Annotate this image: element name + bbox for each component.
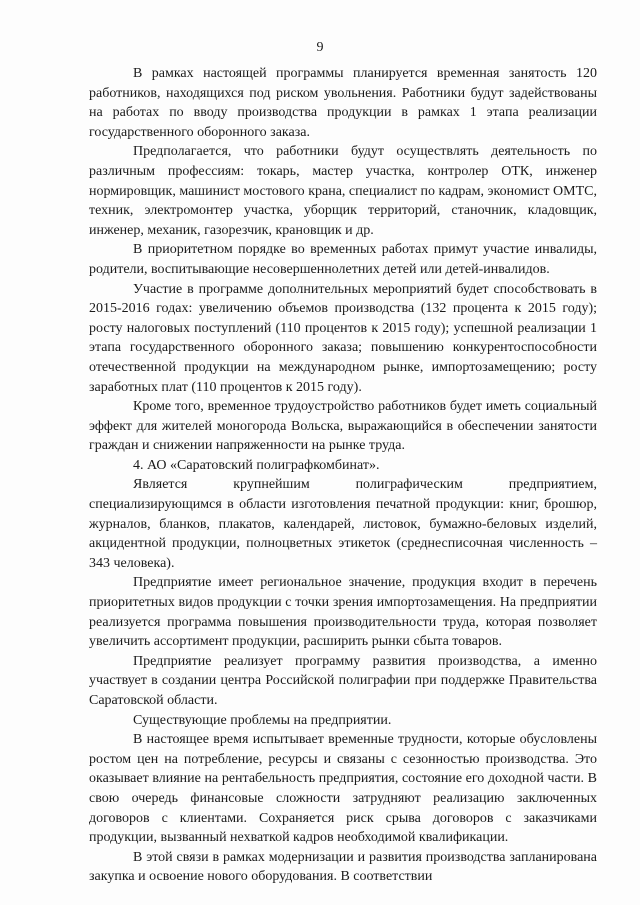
document-body xyxy=(89,64,597,887)
section-heading-poligrafkombinat: 4. АО «Саратовский полиграфкомбинат». xyxy=(133,457,380,473)
paragraph-problems-heading: Существующие проблемы на предприятии. xyxy=(133,712,392,728)
paragraph-difficulties: В настоящее время испытывает временные трудности, которые обусловлены ростом цен на потребление, ресурсы и связаны с сезонностью производства. Это оказывает влияние на рентабельность предприятия, состояние его доходной части. В свою очередь финансовые сложности затрудняют реализацию заключенных договоров с клиентами. Сохраняется риск срыва договоров с заказчиками продукции, вызванный нехваткой кадров необходимой квалификации. xyxy=(89,732,597,846)
paragraph-regional-significance: Предприятие имеет региональное значение, продукция входит в перечень приоритетных видов продукции с точки зрения импортозамещения. На предприятии реализуется программа повышения производительности труда, которая позволяет увеличить ассортимент продукции, расширить рынки сбыта товаров. xyxy=(89,575,597,650)
page-number: 9 xyxy=(316,40,324,55)
paragraph-social-effect: Кроме того, временное трудоустройство работников будет иметь социальный эффект для жителей моногорода Вольска, выражающийся в обеспечении занятости граждан и снижении напряженности на рынке труда. xyxy=(89,399,597,454)
paragraph-modernization: В этой связи в рамках модернизации и развития производства запланирована закупка и освоение нового оборудования. В соответствии xyxy=(89,849,597,885)
paragraph-program-effects: Участие в программе дополнительных мероприятий будет способствовать в 2015-2016 годах: увеличению объемов производства (132 процента к 2015 году); росту налоговых поступлений (110 процентов к 2015 году); успешной реализации 1 этапа государственного оборонного заказа; повышению конкурентоспособности отечественной продукции на международном рынке, импортозамещению; росту заработных плат (110 процентов к 2015 году). xyxy=(89,281,597,395)
paragraph-priority-participants: В приоритетном порядке во временных работах примут участие инвалиды, родители, воспитывающие несовершеннолетних детей или детей-инвалидов. xyxy=(89,242,597,277)
paragraph-professions: Предполагается, что работники будут осуществлять деятельность по различным профессиям: токарь, мастер участка, контролер ОТК, инженер нормировщик, машинист мостового крана, специалист по кадрам, экономист ОМТС, техник, электромонтер участка, уборщик территорий, станочник, кладовщик, инженер, механик, газорезчик, крановщик и др. xyxy=(89,144,597,238)
paragraph-company-description: Является крупнейшим полиграфическим предприятием, специализирующимся в области изготовления печатной продукции: книг, брошюр, журналов, бланков, плакатов, календарей, листовок, бумажно-беловых изделий, акцидентной продукции, полноцветных этикеток (среднесписочная численность – 343 человека). xyxy=(89,477,597,571)
paragraph-development-program: Предприятие реализует программу развития производства, а именно участвует в создании центра Российской полиграфии при поддержке Правительства Саратовской области. xyxy=(89,653,597,708)
paragraph-temporary-employment: В рамках настоящей программы планируется временная занятость 120 работников, находящихся под риском увольнения. Работники будут задействованы на работах по вводу производства продукции в рамках 1 этапа реализации государственного оборонного заказа. xyxy=(89,66,597,140)
